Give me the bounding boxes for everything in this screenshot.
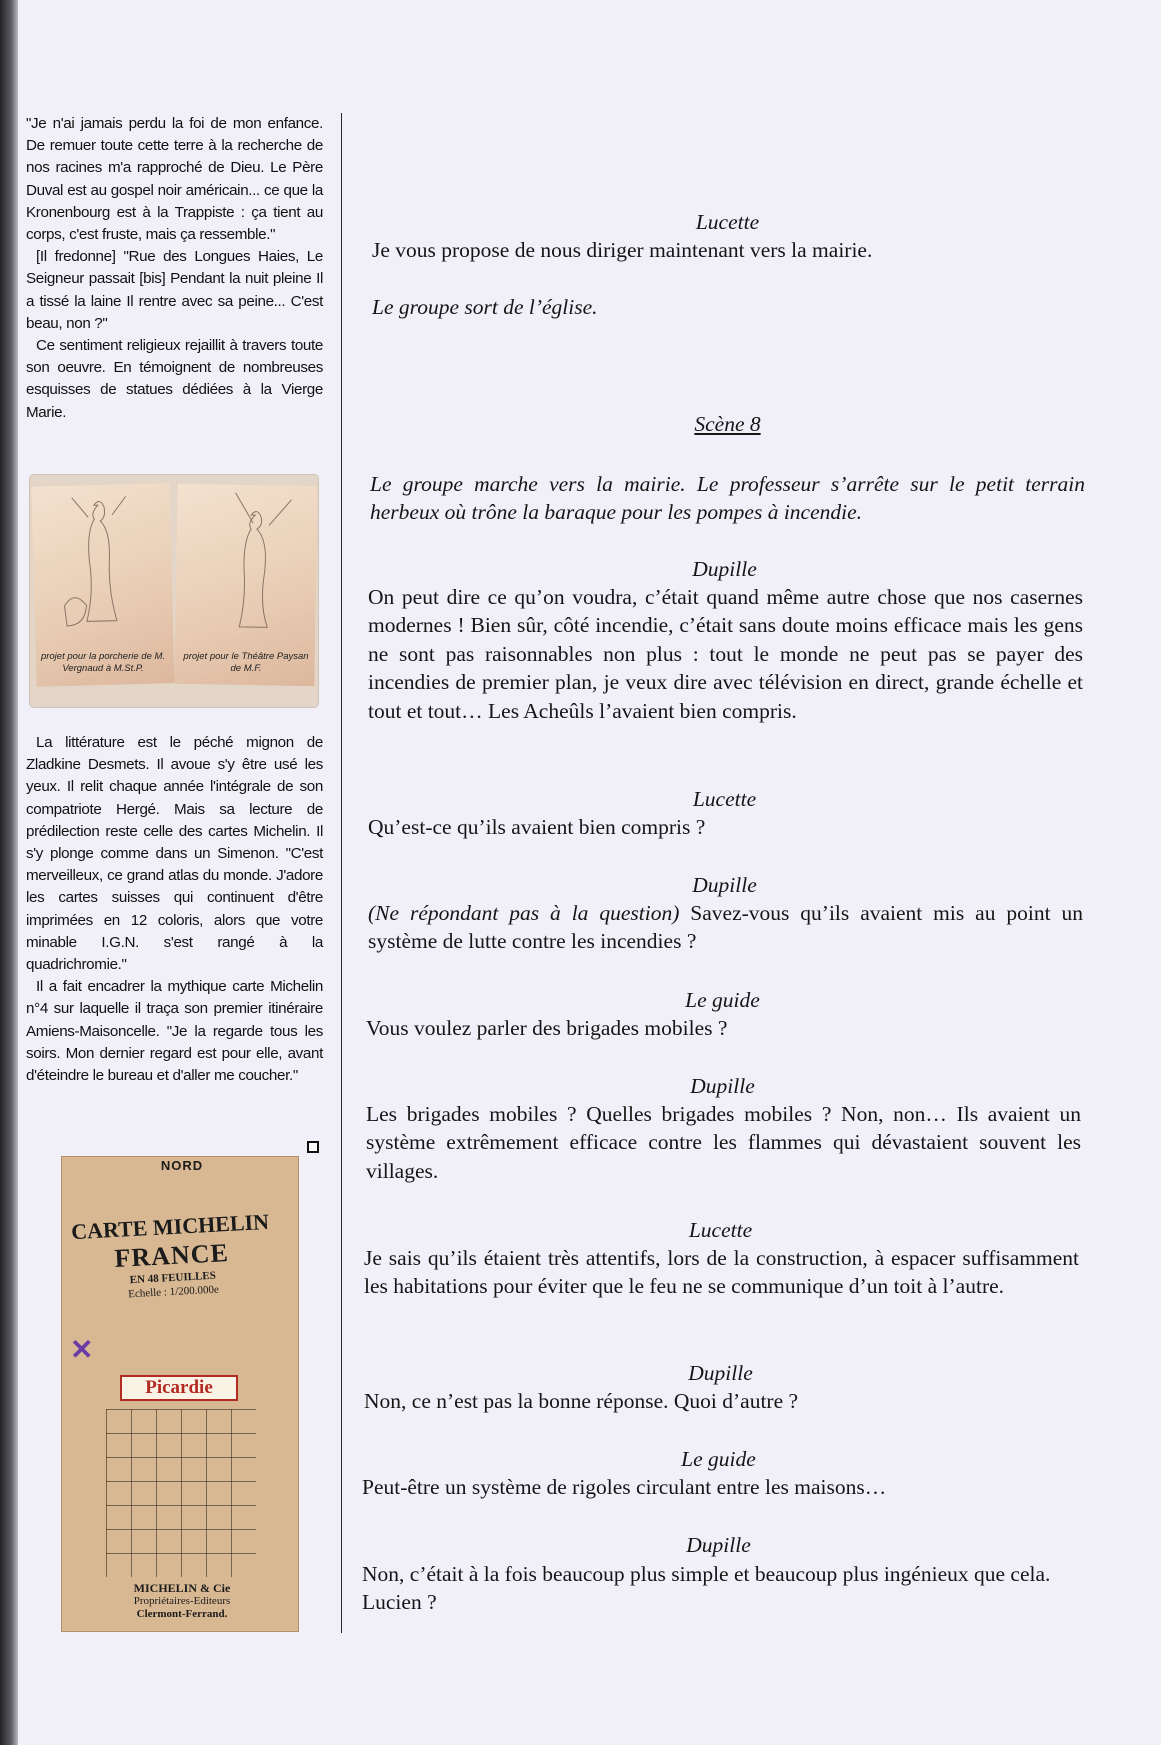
dialogue-line: Les brigades mobiles ? Quelles brigades mobiles ? Non, non… Ils avaient un système extrêmement efficace contre les flammes qui dévastaient souvent les villages.: [366, 1102, 1081, 1183]
sketch-caption-right: projet pour le Théâtre Paysan de M.F.: [183, 651, 309, 674]
magazine-paragraph: Ce sentiment religieux rejaillit à travers toute son oeuvre. En témoignent de nombreuses esquisses de statues dédiées à la Vierge Marie.: [26, 337, 323, 421]
map-publisher-sub: Propriétaires-Editeurs: [133, 1595, 231, 1607]
dialogue-text: Savez-vous qu’ils avaient mis au point un système de lutte contre les incendies ?: [368, 901, 1083, 954]
dialogue-line: Vous voulez parler des brigades mobiles ?: [366, 1016, 728, 1040]
stage-direction: Le groupe sort de l’église.: [372, 295, 598, 319]
dialogue-line: [368, 899, 1083, 956]
map-publisher-city: Clermont-Ferrand.: [136, 1608, 228, 1620]
scene-title-text: Scène 8: [694, 412, 761, 436]
map-publisher: MICHELIN & Cie: [133, 1581, 231, 1595]
map-scale: Echelle : 1/200.000e: [127, 1283, 220, 1301]
scene-title: [370, 410, 1085, 438]
stage-direction: Le groupe marche vers la mairie. Le professeur s’arrête sur le petit terrain herbeux où trône la baraque pour les pompes à incendie.: [370, 472, 1085, 525]
map-top-label: NORD: [160, 1158, 204, 1173]
magazine-paragraph: [Il fredonne] "Rue des Longues Haies, Le Seigneur passait [bis] Pendant la nuit pleine Il a tissé la laine Il rentre avec sa peine... C'est beau, non ?": [26, 248, 323, 332]
dialogue-line: Non, c’était à la fois beaucoup plus simple et beaucoup plus ingénieux que cela. Lucien ?: [362, 1562, 1051, 1615]
dialogue-line: Je sais qu’ils étaient très attentifs, lors de la construction, à espacer suffisamment les habitations pour éviter que le feu ne se communique d’un toit à l’autre.: [364, 1246, 1079, 1299]
speaker-name: Dupille: [692, 557, 757, 581]
map-sheet-count: EN 48 FEUILLES: [129, 1269, 217, 1287]
speaker-name: Le guide: [685, 988, 760, 1012]
dialogue-line: Je vous propose de nous diriger maintenant vers la mairie.: [372, 238, 873, 262]
speaker-name: Dupille: [692, 873, 757, 897]
speaker-name: Lucette: [695, 210, 760, 234]
magazine-paragraph: Il a fait encadrer la mythique carte Michelin n°4 sur laquelle il traça son premier itinéraire Amiens-Maisoncelle. "Je la regarde tous les soirs. Mon dernier regard est pour elle, avant d'éteindre le bureau et d'aller me coucher.": [26, 978, 323, 1085]
dialogue-line: On peut dire ce qu’on voudra, c’était quand même autre chose que nos casernes modernes ! Bien sûr, côté incendie, c’était sans doute moins efficace mais les gens ne sont pas raisonnables non plus : tout le monde ne peut pas se payer des incendies de premier plan, je veux dire avec télévision en direct, grande échelle et tout et tout… Les Acheûls l’avaient bien compris.: [368, 585, 1083, 723]
sketch-caption-left: projet pour la porcherie de M. Vergnaud à M.St.P.: [40, 651, 166, 674]
magazine-paragraph: "Je n'ai jamais perdu la foi de mon enfance. De remuer toute cette terre à la recherche de nos racines m'a rapproché de Dieu. Le Père Duval est au gospel noir américain... ce que la Kronenbourg est à la Trappiste : ça tient au corps, c'est fruste, mais ça ressemble.": [26, 115, 323, 244]
magazine-paragraph: La littérature est le péché mignon de Zladkine Desmets. Il avoue s'y être usé les yeux. Il relit chaque année l'intégrale de son compatriote Hergé. Mais sa lecture de prédilection reste celle des cartes Michelin. Il s'y plonge comme dans un Simenon. "C'est merveilleux, ce grand atlas du monde. J'adore les cartes suisses qui continuent d'être imprimées en 12 coloris, alors que votre minable I.G.N. s'est rangé à la quadrichromie.": [26, 734, 323, 974]
speaker-name: Lucette: [688, 1218, 753, 1242]
map-x-mark-icon: ✕: [70, 1334, 94, 1365]
speaker-name: Dupille: [690, 1074, 755, 1098]
speaker-name: Dupille: [688, 1361, 753, 1385]
map-title: CARTE MICHELIN: [70, 1208, 270, 1245]
dialogue-line: Qu’est-ce qu’ils avaient bien compris ?: [368, 815, 706, 839]
speaker-name: Le guide: [681, 1447, 756, 1471]
dialogue-line: Peut-être un système de rigoles circulant entre les maisons…: [362, 1475, 887, 1499]
speaker-name: Dupille: [686, 1533, 751, 1557]
map-region-label: Picardie: [120, 1375, 238, 1401]
map-country: FRANCE: [113, 1238, 230, 1273]
dialogue-line: Non, ce n’est pas la bonne réponse. Quoi d’autre ?: [364, 1389, 799, 1413]
speaker-name: Lucette: [692, 787, 757, 811]
dialogue-aside: (Ne répondant pas à la question): [368, 901, 680, 925]
